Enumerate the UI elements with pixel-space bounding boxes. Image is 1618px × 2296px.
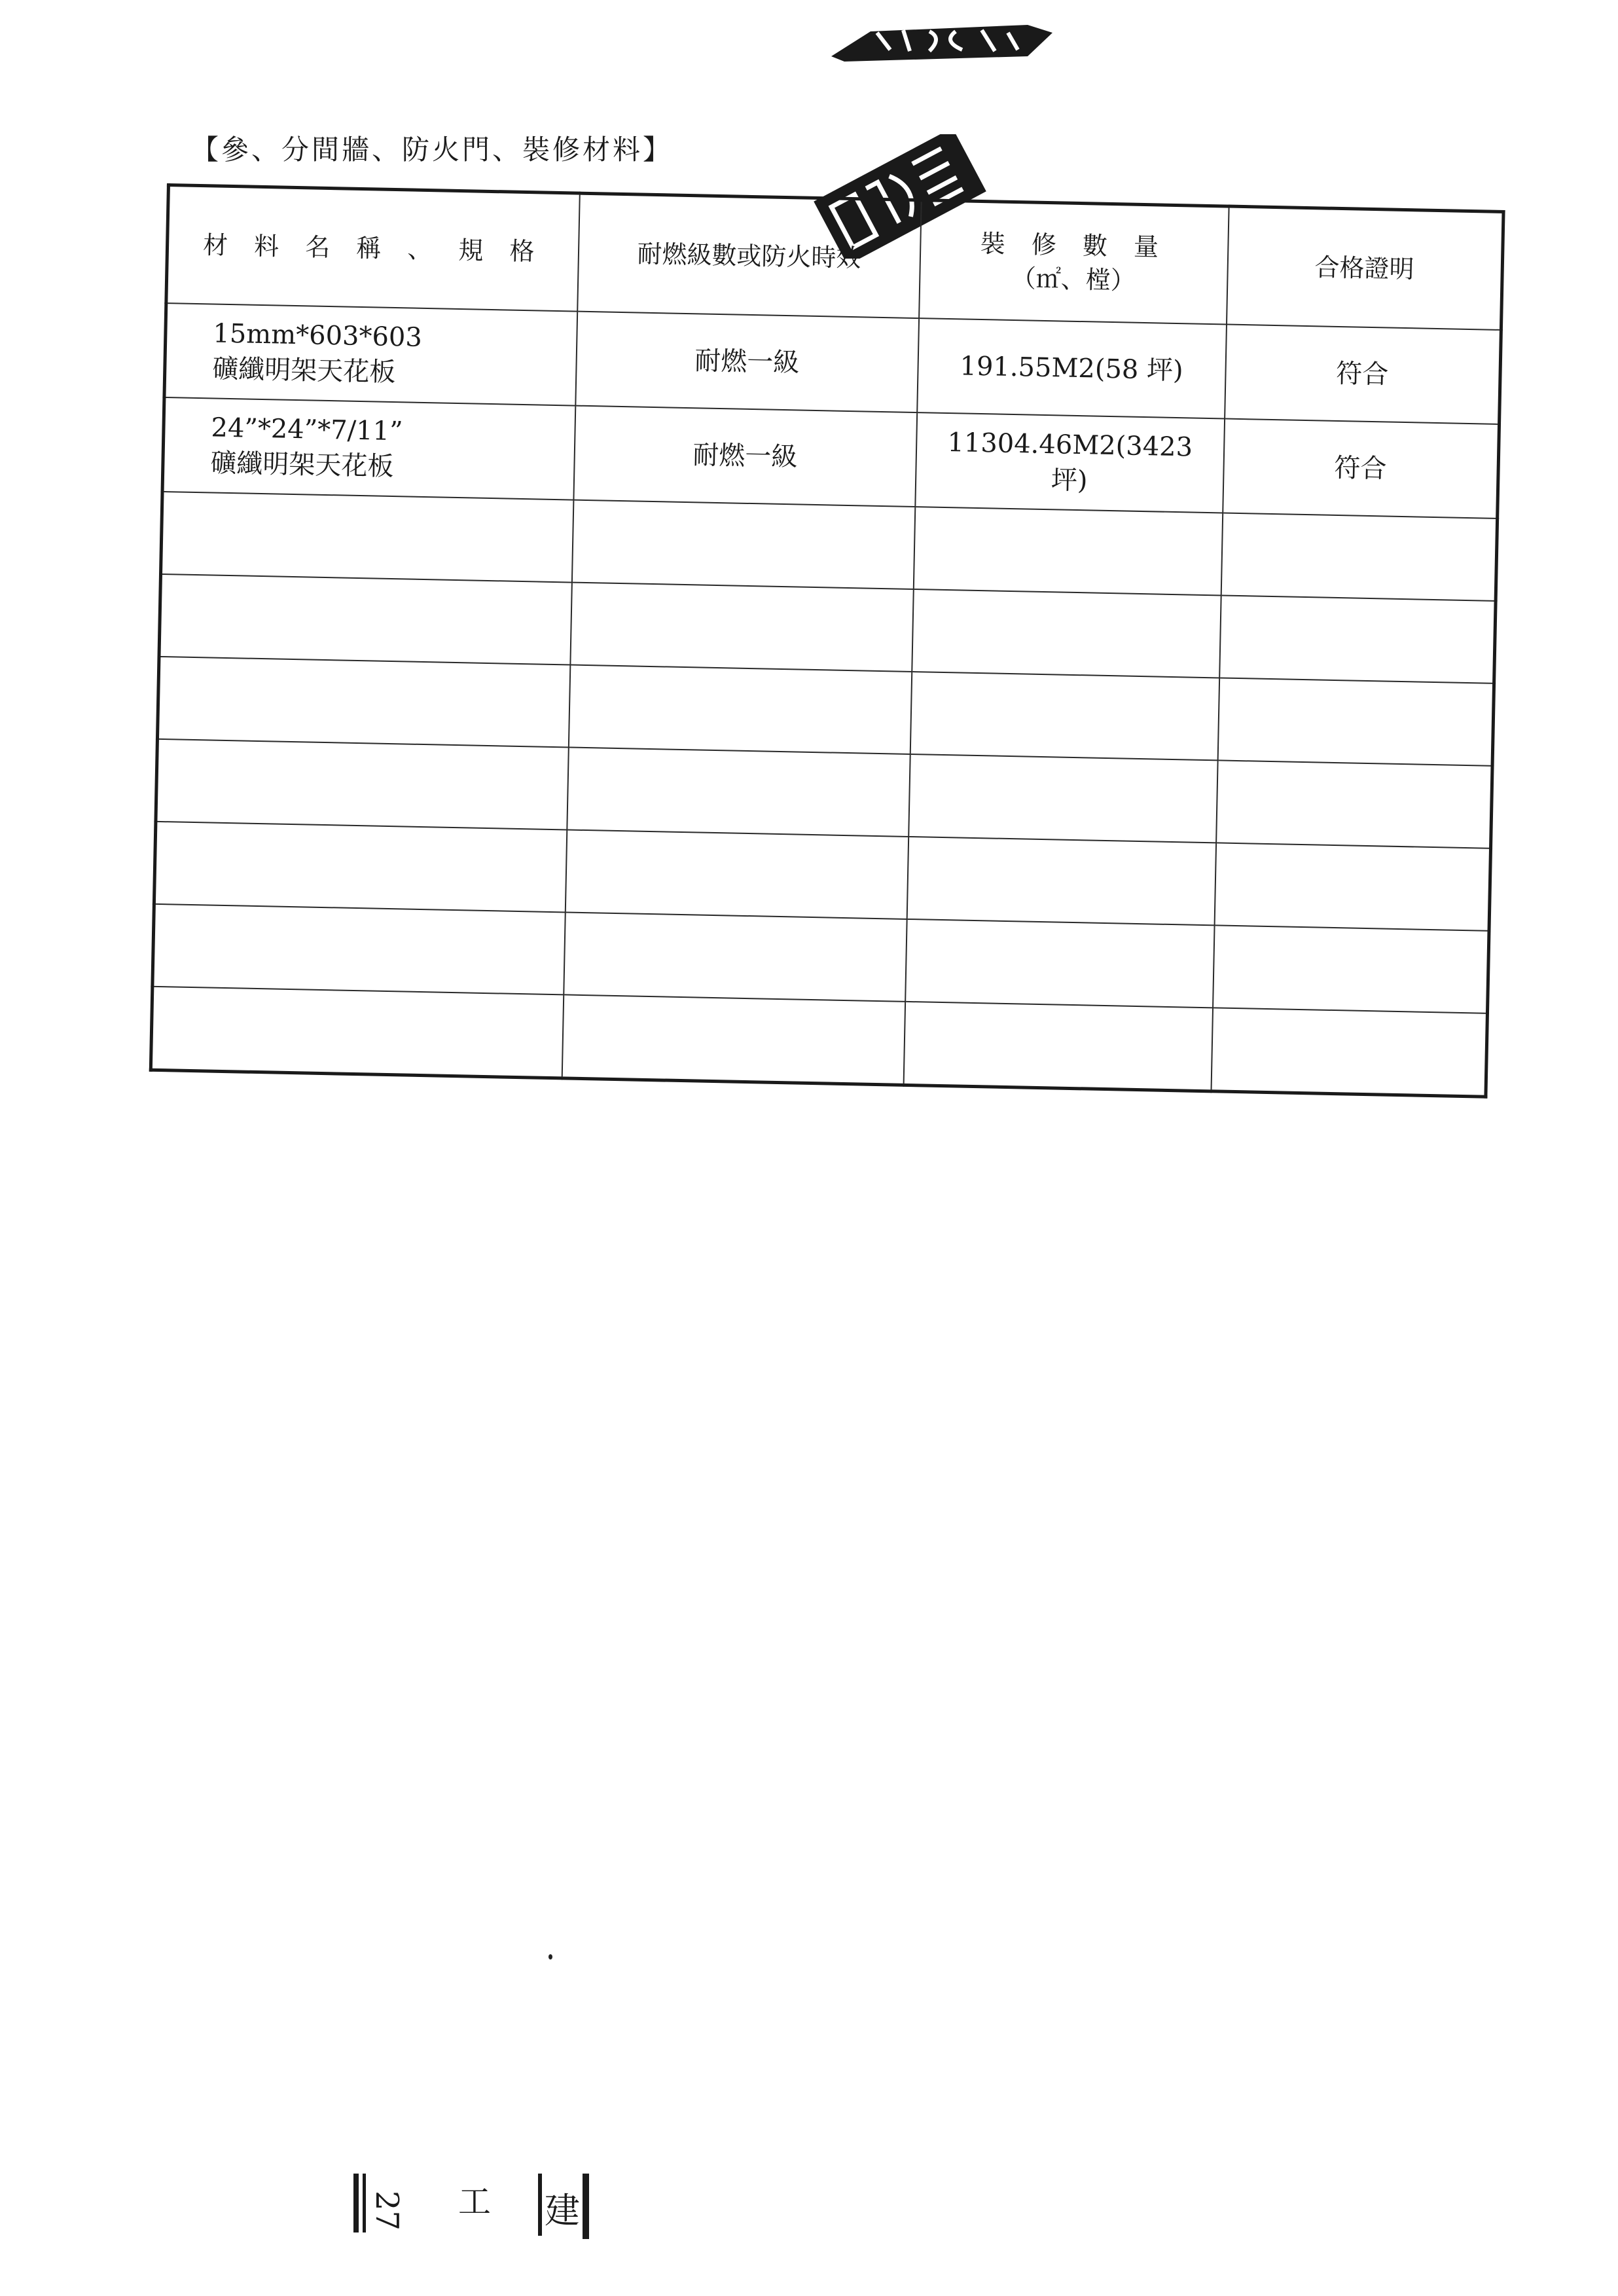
fire-rating-cell: 耐燃一級 xyxy=(575,312,919,412)
header-quantity-line1: 裝 修 數 量 xyxy=(980,229,1168,262)
quantity-cell: 191.55M2(58 坪) xyxy=(917,318,1227,418)
header-fire-rating: 耐燃級數或防火時效 xyxy=(577,193,922,318)
speck-mark xyxy=(548,1954,552,1959)
partial-stamps-icon xyxy=(353,2160,615,2246)
certificate-cell: 符合 xyxy=(1223,418,1500,518)
seal-stamp-icon xyxy=(831,18,1054,64)
stamp-fragment-1: 27 xyxy=(369,2191,405,2231)
stamp-fragment-3: 建 xyxy=(545,2190,580,2231)
materials-table xyxy=(149,183,1505,1099)
header-certificate: 合格證明 xyxy=(1227,206,1504,330)
material-spec: 24”*24”*7/11” xyxy=(211,412,403,447)
header-quantity xyxy=(919,200,1229,325)
material-cell xyxy=(164,303,577,406)
material-spec: 15mm*603*603 xyxy=(212,318,423,353)
section-heading: 【參、分間牆、防火門、裝修材料】 xyxy=(191,134,674,166)
material-name: 礦纖明架天花板 xyxy=(209,448,394,483)
materials-table-container xyxy=(151,183,1502,1009)
header-material: 材 料 名 稱 、 規 格 xyxy=(166,185,579,312)
stamp-fragment-2: 工 xyxy=(458,2183,491,2221)
material-name: 礦纖明架天花板 xyxy=(211,354,396,388)
certificate-cell: 符合 xyxy=(1225,325,1501,424)
fire-rating-cell: 耐燃一級 xyxy=(573,406,917,507)
material-cell xyxy=(162,397,575,500)
quantity-cell: 11304.46M2(3423 坪) xyxy=(915,412,1225,513)
header-quantity-line2: （㎡、樘） xyxy=(1011,263,1136,295)
